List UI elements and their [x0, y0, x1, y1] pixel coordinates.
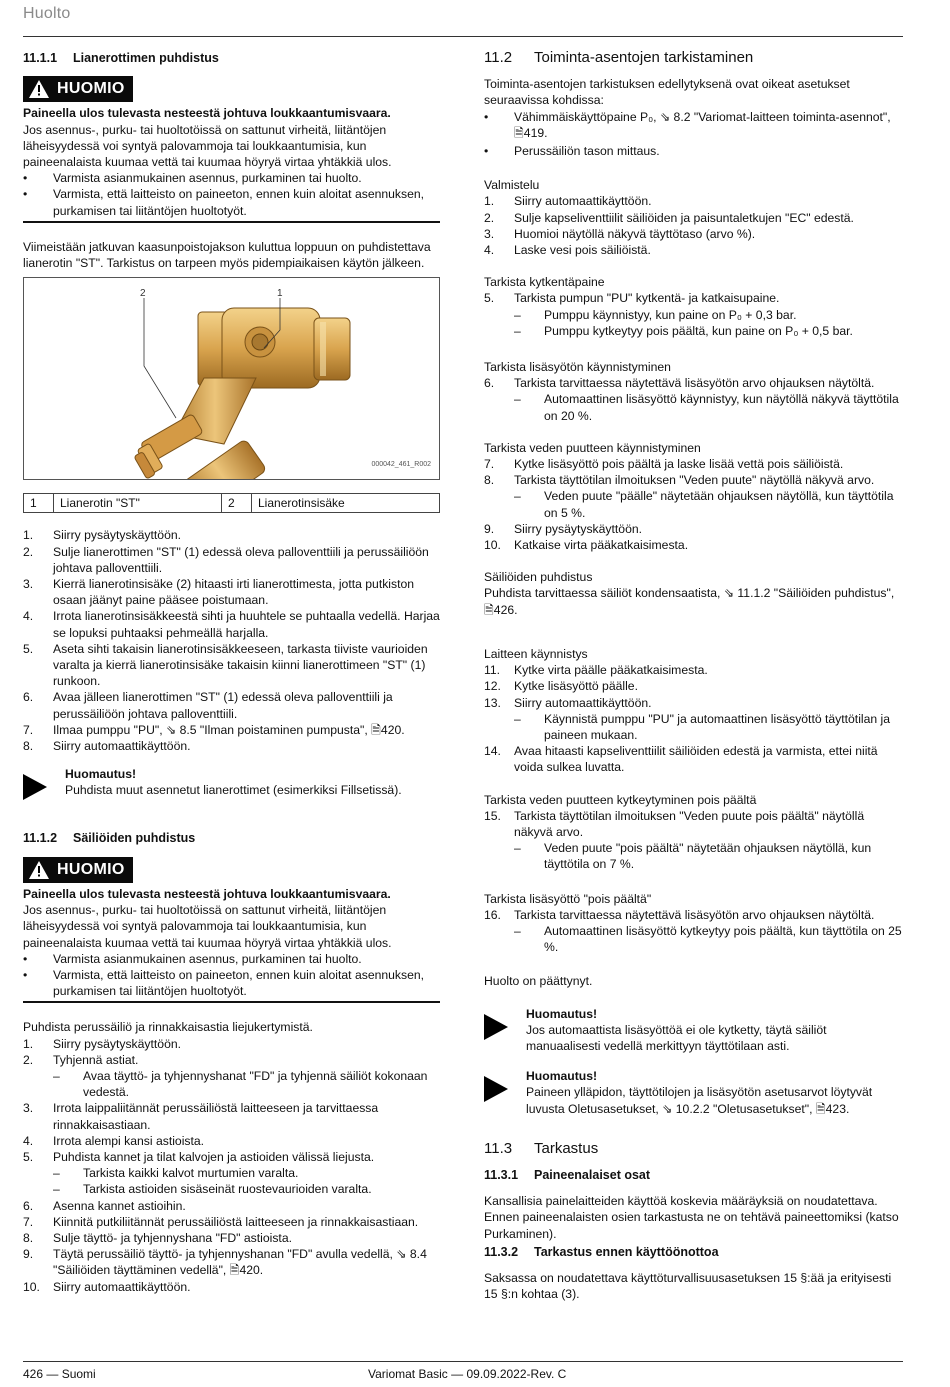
- note-title: Huomautus!: [526, 1069, 598, 1084]
- note-title: Huomautus!: [65, 767, 137, 782]
- list-item: 11. Kytke virta päälle pääkatkaisimesta.: [484, 663, 708, 678]
- list-item: 9. Täytä perussäiliö täyttö- ja tyhjennyshanan "FD" avulla vedellä, ⇘ 8.4 "Säiliöiden täyttäminen vedellä", 🗎420.: [23, 1247, 427, 1278]
- warning-badge: HUOMIO: [23, 857, 133, 883]
- right-column: [484, 46, 902, 1302]
- list-item: 7. Ilmaa pumppu "PU", ⇘ 8.5 "Ilman poistaminen pumpusta", 🗎420.: [23, 722, 405, 737]
- list-item: 2. Sulje lianerottimen "ST" (1) edessä oleva palloventtiili ja perussäiliöön johtava palloventtiili.: [23, 544, 429, 575]
- warning-badge: HUOMIO: [23, 76, 133, 102]
- list-item: 4. Irrota lianerotinsisäkkeestä sihti ja huuhtele se puhtaalla vedellä. Harjaa se lopuksi puhtaaksi pehmeällä harjalla.: [23, 609, 440, 640]
- play-arrow-icon: [23, 774, 47, 800]
- figure-label-1: 1: [277, 288, 283, 300]
- warning-text: Jos asennus-, purku- tai huoltotöissä on sattunut virheitä, liitäntöjen läheisyydessä voi syntyä palovammoja tai loukkaantumisia, kun paineenalaista kuumaa vettä tai kuumaa höyryä virtaa yhtäkkiä ulos.: [23, 903, 392, 950]
- section-heading-11-1-2: 11.1.2 Säiliöiden puhdistus: [23, 831, 196, 846]
- sub-list-item: – Pumppu kytkeytyy pois päältä, kun paine on P₀ + 0,5 bar.: [514, 323, 853, 338]
- list-item: 3. Huomioi näytöllä näkyvä täyttötaso (arvo %).: [484, 226, 756, 241]
- sub-list-item: – Avaa täyttö- ja tyhjennyshanat "FD" ja tyhjennä säiliöt kokonaan vedestä.: [53, 1068, 428, 1100]
- list-item: 5. Aseta sihti takaisin lianerotinsisäkkeeseen, tarkasta tiiviste vaurioiden varalta ja kierrä lianerotinsisäke takaisin kiinni lianerottimeen "ST" (1) runkoon.: [23, 641, 428, 689]
- list-item: 14. Avaa hitaasti kapseliventtiilit säiliöiden edestä ja varmista, ettei niitä voida sulkea luvatta.: [484, 744, 878, 775]
- header-rule: [23, 36, 903, 37]
- sub-list-item: – Automaattinen lisäsyöttö käynnistyy, kun näytöllä näkyvä täyttötila on 20 %.: [514, 392, 899, 423]
- strainer-steps: [23, 527, 440, 754]
- list-item: 9. Siirry pysäytyskäyttöön.: [484, 521, 643, 536]
- list-item: 8. Siirry automaattikäyttöön.: [23, 739, 191, 754]
- warning-headline: Paineella ulos tulevasta nesteestä johtuva loukkaantumisvaara.: [23, 106, 391, 121]
- warning-icon: [29, 861, 49, 879]
- list-item: 2. Sulje kapseliventtiilit säiliöiden ja paisuntaletkujen "EC" edestä.: [484, 210, 854, 225]
- list-item: 15. Tarkista täyttötilan ilmoituksen "Veden puute pois päältä" näytöllä näkyvä arvo.: [484, 808, 865, 839]
- left-column: [23, 46, 440, 1295]
- switch-pressure-steps: [484, 290, 902, 339]
- list-item: 6. Asenna kannet astioihin.: [23, 1198, 186, 1213]
- section-heading-11-3: 11.3 Tarkastus: [484, 1139, 599, 1157]
- list-item: 7. Kiinnitä putkiliitännät perussäiliöstä laitteeseen ja rinnakkaisastiaan.: [23, 1214, 419, 1229]
- sub-list-item: – Tarkista astioiden sisäseinät ruostevaurioiden varalta.: [53, 1182, 372, 1197]
- page-number: 426 — Suomi: [23, 1367, 96, 1381]
- list-item: 12. Kytke lisäsyöttö päälle.: [484, 679, 638, 694]
- list-item: • Varmista, että laitteisto on paineeton, ennen kuin aloitat asennuksen, purkamisen tai liitäntöjen huoltotyöt.: [23, 967, 425, 999]
- footer-rule: [23, 1361, 903, 1362]
- table-cell: Lianerotin "ST": [54, 494, 222, 513]
- figure-legend-table: [23, 493, 440, 513]
- list-item: 13. Siirry automaattikäyttöön.: [484, 695, 652, 710]
- list-item: • Varmista, että laitteisto on paineeton, ennen kuin aloitat asennuksen, purkamisen tai liitäntöjen huoltotyöt.: [23, 187, 425, 218]
- note-text: Paineen ylläpidon, täyttötilojen ja lisäsyötön asetusarvot löytyvät luvusta Oletusasetukset, ⇘ 10.2.2 "Oletusasetukset", 🗎423.: [526, 1085, 873, 1116]
- table-cell: 1: [24, 494, 54, 513]
- sub-list-item: – Automaattinen lisäsyöttö kytkeytyy pois päältä, kun täyttötila on 25 %.: [514, 923, 902, 955]
- note-block: [23, 766, 440, 804]
- intro-paragraph: Toiminta-asentojen tarkistuksen edellytyksenä ovat oikeat asetukset seuraavissa kohdissa:: [484, 77, 850, 108]
- footer-doc-title: Variomat Basic — 09.09.2022-Rev. C: [368, 1367, 567, 1381]
- tank-cleaning-steps: [23, 1036, 440, 1295]
- warning-box: [23, 857, 440, 1004]
- prerequisite-list: [484, 109, 902, 160]
- refill-start-steps: [484, 375, 902, 424]
- warning-headline: Paineella ulos tulevasta nesteestä johtuva loukkaantumisvaara.: [23, 886, 391, 901]
- group-heading: Tarkista kytkentäpaine: [484, 275, 605, 290]
- refill-off-steps: [484, 907, 902, 956]
- list-item: 8. Sulje täyttö- ja tyhjennyshana "FD" astioista.: [23, 1230, 292, 1245]
- list-item: • Varmista asianmukainen asennus, purkaminen tai huolto.: [23, 951, 362, 966]
- table-row: [24, 494, 440, 513]
- figure-id: 000042_461_R002: [371, 461, 431, 469]
- strainer-illustration: [24, 278, 439, 479]
- list-item: 7. Kytke lisäsyöttö pois päältä ja laske lisää vettä pois säiliöistä.: [484, 457, 844, 472]
- list-item: 5. Puhdista kannet ja tilat kalvojen ja astioiden välissä liejusta.: [23, 1149, 375, 1164]
- section-heading-11-1-1: 11.1.1 Lianerottimen puhdistus: [23, 51, 219, 65]
- warning-bullets: [23, 951, 440, 1000]
- list-item: 10. Katkaise virta pääkatkaisimesta.: [484, 538, 689, 553]
- paragraph: Puhdista tarvittaessa säiliöt kondensaatista, ⇘ 11.1.2 "Säiliöiden puhdistus", 🗎426.: [484, 586, 895, 617]
- section-heading-11-2: 11.2 Toiminta-asentojen tarkistaminen: [484, 49, 754, 66]
- note-title: Huomautus!: [526, 1006, 598, 1021]
- list-item: 3. Kierrä lianerotinsisäke (2) hitaasti irti lianerottimesta, jotta putkiston osaan jäänyt paine pääsee poistumaan.: [23, 577, 415, 608]
- list-item: • Varmista asianmukainen asennus, purkaminen tai huolto.: [23, 171, 362, 186]
- warning-box: [23, 76, 440, 223]
- note-text: Puhdista muut asennetut lianerottimet (esimerkiksi Fillsetissä).: [65, 783, 402, 798]
- note-block: [484, 1006, 902, 1055]
- list-item: • Vähimmäiskäyttöpaine P₀, ⇘ 8.2 "Variomat-laitteen toiminta-asennot", 🗎419.: [484, 109, 891, 140]
- section-heading-11-3-2: 11.3.2 Tarkastus ennen käyttöönottoa: [484, 1244, 719, 1259]
- warning-icon: [29, 80, 49, 98]
- group-heading: Säiliöiden puhdistus: [484, 570, 593, 585]
- list-item: 10. Siirry automaattikäyttöön.: [23, 1279, 191, 1294]
- paragraph: Kansallisia painelaitteiden käyttöä koskevia määräyksiä on noudatettava. Ennen paineenalaisten osien tarkastusta ne on tehtävä paineettomiksi (katso Purkaminen).: [484, 1194, 899, 1241]
- list-item: 1. Siirry pysäytyskäyttöön.: [23, 1036, 182, 1051]
- sub-list-item: – Tarkista kaikki kalvot murtumien varalta.: [53, 1166, 299, 1181]
- list-item: 2. Tyhjennä astiat.: [23, 1052, 139, 1067]
- sub-list-item: – Käynnistä pumppu "PU" ja automaattinen lisäsyöttö täyttötilan ja paineen mukaan.: [514, 711, 891, 742]
- warning-bullets: [23, 170, 440, 219]
- strainer-figure: [23, 277, 440, 480]
- startup-steps: [484, 662, 902, 775]
- section-heading-11-3-1: 11.3.1 Paineenalaiset osat: [484, 1167, 651, 1182]
- sub-list-item: – Veden puute "päälle" näytetään ohjauksen näytöllä, kun täyttötila on 5 %.: [514, 489, 894, 520]
- list-item: 4. Laske vesi pois säiliöistä.: [484, 243, 651, 258]
- group-heading: Tarkista veden puutteen kytkeytyminen pois päältä: [484, 792, 757, 807]
- list-item: 3. Irrota laippaliitännät perussäiliöstä laitteeseen ja tarvittaessa rinnakkaisastiaan.: [23, 1101, 379, 1132]
- intro-paragraph: Viimeistään jatkuvan kaasunpoistojakson kuluttua loppuun on puhdistettava lianerotin "ST". Tarkistus on tarpeen myös pidempiaikaisen käytön jälkeen.: [23, 239, 431, 271]
- group-heading: Tarkista lisäsyötön käynnistyminen: [484, 360, 671, 375]
- play-arrow-icon: [484, 1076, 508, 1102]
- list-item: 8. Tarkista täyttötilan ilmoituksen "Veden puute" näytöllä näkyvä arvo.: [484, 473, 875, 488]
- list-item: • Perussäiliön tason mittaus.: [484, 144, 660, 159]
- list-item: 4. Irrota alempi kansi astioista.: [23, 1133, 205, 1148]
- figure-label-2: 2: [140, 288, 146, 300]
- list-item: 6. Avaa jälleen lianerottimen "ST" (1) edessä oleva palloventtiili ja perussäiliöön johtava palloventtiili.: [23, 690, 393, 721]
- warning-text: Jos asennus-, purku- tai huoltotöissä on sattunut virheitä, liitäntöjen läheisyydessä voi syntyä palovammoja tai loukkaantumisia, kun paineenalaista kuumaa vettä tai kuumaa höyryä virtaa yhtäkkiä ulos.: [23, 122, 392, 170]
- list-item: 1. Siirry pysäytyskäyttöön.: [23, 528, 182, 543]
- note-block: [484, 1068, 902, 1117]
- group-heading: Tarkista veden puutteen käynnistyminen: [484, 440, 701, 455]
- table-cell: Lianerotinsisäke: [252, 494, 440, 513]
- group-heading: Valmistelu: [484, 178, 540, 193]
- paragraph: Saksassa on noudatettava käyttöturvallisuusasetuksen 15 §:ää ja erityisesti 15 §:n kohtaa (3).: [484, 1270, 892, 1302]
- group-heading: Laitteen käynnistys: [484, 646, 588, 661]
- sub-list-item: – Pumppu käynnistyy, kun paine on P₀ + 0,3 bar.: [514, 307, 797, 322]
- running-header: Huolto: [23, 5, 71, 22]
- intro-paragraph: Puhdista perussäiliö ja rinnakkaisastia liejukertymistä.: [23, 1020, 313, 1035]
- sub-list-item: – Veden puute "pois päältä" näytetään ohjauksen näytöllä, kun täyttötila on 7 %.: [514, 841, 872, 872]
- note-text: Jos automaattista lisäsyöttöä ei ole kytketty, täytä säiliöt manuaalisesti vedellä merkittyyn täyttötilaan asti.: [526, 1022, 827, 1053]
- group-heading: Tarkista lisäsyöttö "pois päältä": [484, 891, 652, 906]
- shortage-off-steps: [484, 808, 902, 873]
- list-item: 6. Tarkista tarvittaessa näytettävä lisäsyötön arvo ohjauksen näytöltä.: [484, 376, 875, 391]
- paragraph: Huolto on päättynyt.: [484, 974, 593, 989]
- list-item: 5. Tarkista pumpun "PU" kytkentä- ja katkaisupaine.: [484, 291, 780, 306]
- list-item: 1. Siirry automaattikäyttöön.: [484, 194, 652, 209]
- play-arrow-icon: [484, 1014, 508, 1040]
- list-item: 16. Tarkista tarvittaessa näytettävä lisäsyötön arvo ohjauksen näytöltä.: [484, 907, 875, 922]
- table-cell: 2: [222, 494, 252, 513]
- water-shortage-steps: [484, 456, 902, 553]
- prep-steps: [484, 193, 902, 258]
